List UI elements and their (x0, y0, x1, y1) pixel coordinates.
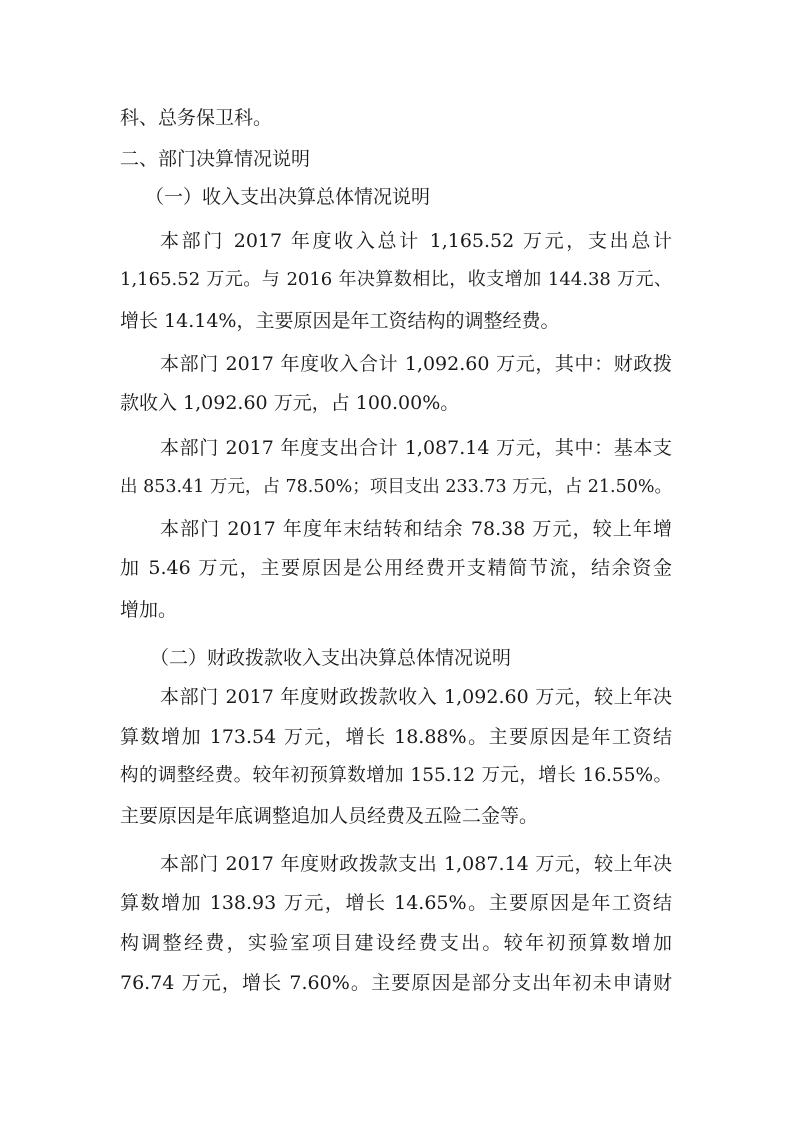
text-line: 本部门 2017 年度收入总计 1,165.52 万元，支出总计 (160, 230, 672, 252)
text-line: 增长 14.14%，主要原因是年工资结构的调整经费。 (120, 310, 560, 332)
text-line: 出 853.41 万元，占 78.50%；项目支出 233.73 万元，占 21.50%。 (120, 477, 672, 497)
text-line: 加 5.46 万元，主要原因是公用经费开支精简节流，结余资金 (120, 557, 672, 579)
text-line: 本部门 2017 年度财政拨款支出 1,087.14 万元，较上年决 (160, 853, 672, 875)
subsection-heading: （一）收入支出决算总体情况说明 (145, 186, 431, 208)
text-line: 本部门 2017 年度收入合计 1,092.60 万元，其中：财政拨 (160, 353, 672, 375)
subsection-heading: （二）财政拨款收入支出决算总体情况说明 (150, 647, 512, 669)
text-line: 款收入 1,092.60 万元，占 100.00%。 (120, 392, 460, 414)
text-line: 算数增加 173.54 万元，增长 18.88%。主要原因是年工资结 (120, 726, 672, 748)
text-line: 1,165.52 万元。与 2016 年决算数相比，收支增加 144.38 万元、 (120, 269, 672, 290)
text-line: 构的调整经费。较年初预算数增加 155.12 万元，增长 16.55%。 (120, 765, 672, 786)
text-line: 构调整经费，实验室项目建设经费支出。较年初预算数增加 (120, 932, 672, 954)
text-line: 本部门 2017 年度支出合计 1,087.14 万元，其中：基本支 (160, 437, 672, 459)
text-line: 科、总务保卫科。 (120, 107, 273, 129)
text-line: 主要原因是年底调整追加人员经费及五险二金等。 (120, 805, 539, 827)
text-line: 增加。 (120, 599, 178, 621)
text-line: 算数增加 138.93 万元，增长 14.65%。主要原因是年工资结 (120, 892, 672, 914)
section-heading: 二、部门决算情况说明 (120, 148, 311, 170)
text-line: 本部门 2017 年度年末结转和结余 78.38 万元，较上年增 (160, 518, 672, 540)
text-line: 76.74 万元，增长 7.60%。主要原因是部分支出年初未申请财 (120, 972, 672, 994)
text-line: 本部门 2017 年度财政拨款收入 1,092.60 万元，较上年决 (160, 686, 672, 708)
